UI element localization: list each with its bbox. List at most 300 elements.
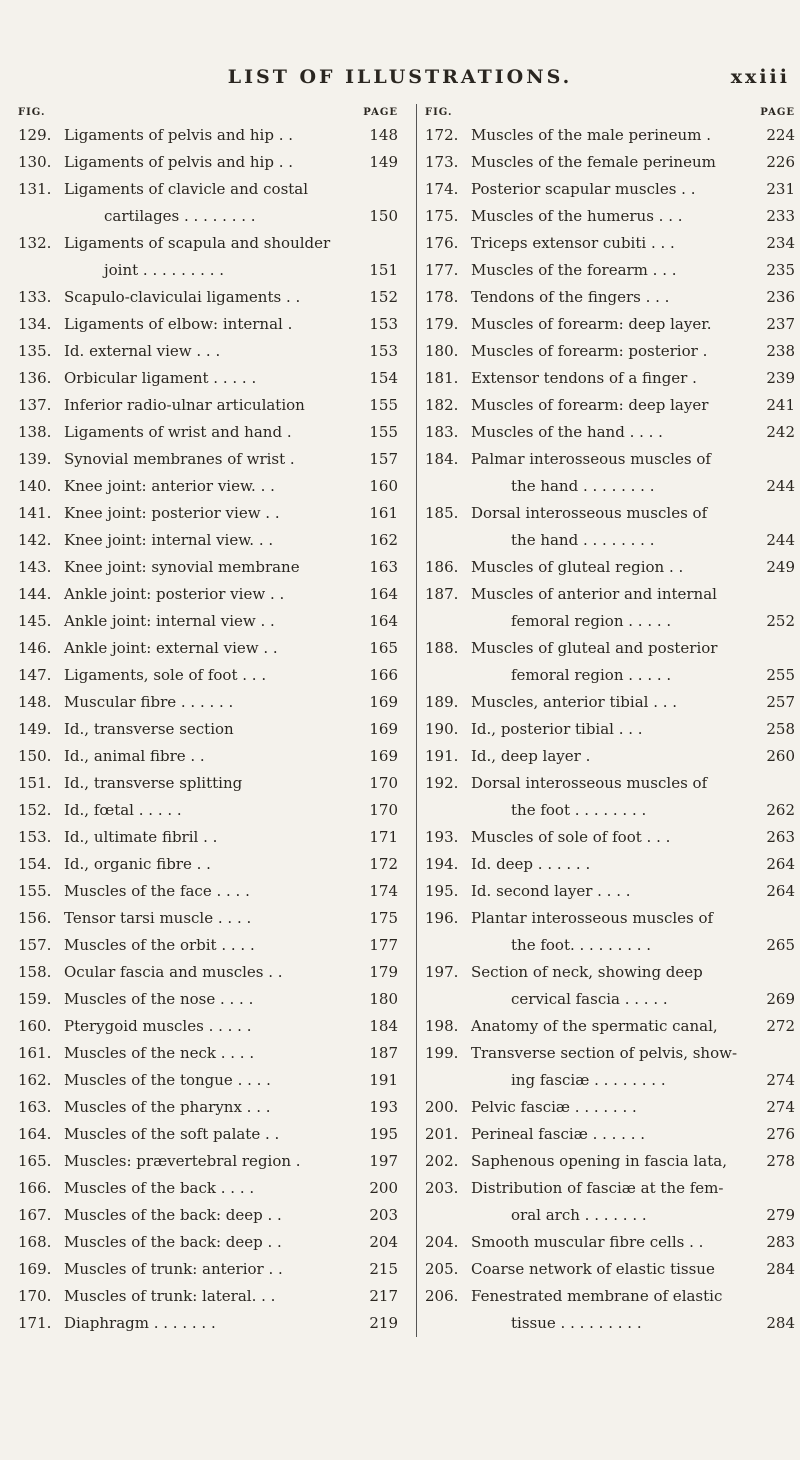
figure-number: 205. bbox=[425, 1260, 459, 1278]
page-ref: 255 bbox=[766, 666, 795, 684]
figure-number: 180. bbox=[425, 342, 459, 360]
figure-number: 131. bbox=[18, 180, 52, 198]
figure-title: Distribution of fasciæ at the fem- bbox=[471, 1179, 724, 1197]
list-item bbox=[18, 1148, 398, 1175]
figure-title: Muscles of gluteal and posterior bbox=[471, 639, 718, 657]
page-ref: 177 bbox=[369, 936, 398, 954]
figure-number: 136. bbox=[18, 369, 52, 387]
figure-number: 150. bbox=[18, 747, 52, 765]
figure-title-continued: ing fasciæ . . . . . . . . bbox=[511, 1071, 666, 1089]
figure-number: 178. bbox=[425, 288, 459, 306]
figure-number: 164. bbox=[18, 1125, 52, 1143]
figure-number: 140. bbox=[18, 477, 52, 495]
figure-title: Muscles of the neck . . . . bbox=[64, 1044, 255, 1062]
figure-number: 149. bbox=[18, 720, 52, 738]
page-ref: 237 bbox=[766, 315, 795, 333]
figure-title: Dorsal interosseous muscles of bbox=[471, 774, 708, 792]
figure-title: Ankle joint: external view . . bbox=[64, 639, 278, 657]
figure-number: 143. bbox=[18, 558, 52, 576]
figure-title: Diaphragm . . . . . . . bbox=[64, 1314, 216, 1332]
figure-title: Muscles of gluteal region . . bbox=[471, 558, 684, 576]
figure-title-continued: the hand . . . . . . . . bbox=[511, 531, 655, 549]
list-item bbox=[425, 1229, 795, 1256]
list-item bbox=[425, 1283, 795, 1337]
page-ref: 284 bbox=[766, 1260, 795, 1278]
figure-title: Id. deep . . . . . . bbox=[471, 855, 591, 873]
figure-title-continued: cervical fascia . . . . . bbox=[511, 990, 668, 1008]
left-column-heading bbox=[18, 104, 398, 122]
list-item bbox=[425, 176, 795, 203]
figure-number: 166. bbox=[18, 1179, 52, 1197]
figure-title: Saphenous opening in fascia lata, bbox=[471, 1152, 727, 1170]
list-item bbox=[425, 554, 795, 581]
page-ref: 274 bbox=[766, 1098, 795, 1116]
figure-title-continued: femoral region . . . . . bbox=[511, 612, 672, 630]
list-item bbox=[18, 1121, 398, 1148]
figure-title: Muscles of the humerus . . . bbox=[471, 207, 683, 225]
figure-title-continued: the foot. . . . . . . . . bbox=[511, 936, 652, 954]
figure-number: 165. bbox=[18, 1152, 52, 1170]
figure-title: Id., fœtal . . . . . bbox=[64, 801, 182, 819]
list-item bbox=[18, 311, 398, 338]
figure-title: Posterior scapular muscles . . bbox=[471, 180, 696, 198]
figure-title: Knee joint: anterior view. . . bbox=[64, 477, 275, 495]
figure-title: Muscles of the soft palate . . bbox=[64, 1125, 280, 1143]
figure-number: 134. bbox=[18, 315, 52, 333]
list-item bbox=[18, 446, 398, 473]
figure-title: Id., posterior tibial . . . bbox=[471, 720, 643, 738]
figure-number: 190. bbox=[425, 720, 459, 738]
page-ref: 179 bbox=[369, 963, 398, 981]
list-item bbox=[425, 365, 795, 392]
page-ref: 174 bbox=[369, 882, 398, 900]
list-item bbox=[18, 1067, 398, 1094]
list-item bbox=[18, 770, 398, 797]
page-ref: 233 bbox=[766, 207, 795, 225]
list-item bbox=[18, 500, 398, 527]
figure-number: 186. bbox=[425, 558, 459, 576]
figure-number: 191. bbox=[425, 747, 459, 765]
list-item bbox=[425, 851, 795, 878]
list-item bbox=[425, 1094, 795, 1121]
figure-title: Tensor tarsi muscle . . . . bbox=[64, 909, 252, 927]
page-ref: 284 bbox=[766, 1314, 795, 1332]
page-heading: PAGE bbox=[363, 107, 398, 118]
page-ref: 204 bbox=[369, 1233, 398, 1251]
list-item bbox=[18, 230, 398, 284]
figure-number: 174. bbox=[425, 180, 459, 198]
list-item bbox=[18, 1040, 398, 1067]
figure-title: Extensor tendons of a finger . bbox=[471, 369, 697, 387]
page-ref: 241 bbox=[766, 396, 795, 414]
list-item bbox=[18, 851, 398, 878]
figure-title: Muscles of trunk: anterior . . bbox=[64, 1260, 283, 1278]
figure-number: 182. bbox=[425, 396, 459, 414]
list-item bbox=[425, 203, 795, 230]
page-ref: 238 bbox=[766, 342, 795, 360]
figure-number: 206. bbox=[425, 1287, 459, 1305]
figure-number: 201. bbox=[425, 1125, 459, 1143]
figure-title: Smooth muscular fibre cells . . bbox=[471, 1233, 704, 1251]
figure-title: Muscles of the forearm . . . bbox=[471, 261, 677, 279]
figure-title: Muscles of the face . . . . bbox=[64, 882, 250, 900]
page-ref: 187 bbox=[369, 1044, 398, 1062]
list-item bbox=[18, 581, 398, 608]
figure-number: 167. bbox=[18, 1206, 52, 1224]
page-ref: 180 bbox=[369, 990, 398, 1008]
list-item bbox=[18, 959, 398, 986]
figure-number: 175. bbox=[425, 207, 459, 225]
page-ref: 262 bbox=[766, 801, 795, 819]
page-ref: 169 bbox=[369, 693, 398, 711]
figure-number: 181. bbox=[425, 369, 459, 387]
figure-title: Synovial membranes of wrist . bbox=[64, 450, 295, 468]
figure-title: Muscles of the back: deep . . bbox=[64, 1206, 282, 1224]
page-ref: 219 bbox=[369, 1314, 398, 1332]
figure-number: 130. bbox=[18, 153, 52, 171]
page-ref: 169 bbox=[369, 747, 398, 765]
figure-number: 160. bbox=[18, 1017, 52, 1035]
list-item bbox=[18, 1310, 398, 1337]
figure-title: Id., transverse section bbox=[64, 720, 234, 738]
list-item bbox=[18, 662, 398, 689]
figure-title: Triceps extensor cubiti . . . bbox=[471, 234, 675, 252]
list-item bbox=[18, 689, 398, 716]
page-ref: 191 bbox=[369, 1071, 398, 1089]
list-item bbox=[18, 608, 398, 635]
page-ref: 274 bbox=[766, 1071, 795, 1089]
figure-number: 141. bbox=[18, 504, 52, 522]
figure-number: 204. bbox=[425, 1233, 459, 1251]
list-item bbox=[425, 689, 795, 716]
figure-title: Muscles of anterior and internal bbox=[471, 585, 717, 603]
page-ref: 165 bbox=[369, 639, 398, 657]
figure-title: Muscles of the back: deep . . bbox=[64, 1233, 282, 1251]
figure-number: 154. bbox=[18, 855, 52, 873]
list-item bbox=[425, 824, 795, 851]
figure-title-continued: femoral region . . . . . bbox=[511, 666, 672, 684]
page-ref: 200 bbox=[369, 1179, 398, 1197]
figure-title: Ligaments of wrist and hand . bbox=[64, 423, 292, 441]
list-item bbox=[425, 392, 795, 419]
page-ref: 184 bbox=[369, 1017, 398, 1035]
page-ref: 203 bbox=[369, 1206, 398, 1224]
figure-title: Inferior radio-ulnar articulation bbox=[64, 396, 305, 414]
figure-title: Muscles of the male perineum . bbox=[471, 126, 711, 144]
figure-title: Muscles: prævertebral region . bbox=[64, 1152, 301, 1170]
list-item bbox=[18, 1094, 398, 1121]
list-item bbox=[425, 743, 795, 770]
list-item bbox=[18, 986, 398, 1013]
figure-title: Section of neck, showing deep bbox=[471, 963, 703, 981]
figure-title-continued: oral arch . . . . . . . bbox=[511, 1206, 647, 1224]
list-item bbox=[18, 122, 398, 149]
figure-number: 163. bbox=[18, 1098, 52, 1116]
page-ref: 166 bbox=[369, 666, 398, 684]
left-column bbox=[18, 104, 398, 1337]
page-ref: 151 bbox=[369, 261, 398, 279]
figure-title: Muscles of trunk: lateral. . . bbox=[64, 1287, 276, 1305]
list-item bbox=[425, 1013, 795, 1040]
figure-number: 137. bbox=[18, 396, 52, 414]
figure-title: Muscular fibre . . . . . . bbox=[64, 693, 234, 711]
page-ref: 226 bbox=[766, 153, 795, 171]
list-item bbox=[18, 554, 398, 581]
page-ref: 157 bbox=[369, 450, 398, 468]
figure-number: 132. bbox=[18, 234, 52, 252]
list-item bbox=[18, 1229, 398, 1256]
list-item bbox=[18, 1202, 398, 1229]
figure-title: Id., transverse splitting bbox=[64, 774, 243, 792]
page-ref: 163 bbox=[369, 558, 398, 576]
left-entry-list bbox=[18, 122, 398, 1337]
figure-title: Fenestrated membrane of elastic bbox=[471, 1287, 723, 1305]
list-item bbox=[425, 1148, 795, 1175]
list-item bbox=[425, 635, 795, 689]
page-ref: 197 bbox=[369, 1152, 398, 1170]
list-item bbox=[18, 1256, 398, 1283]
page-ref: 148 bbox=[369, 126, 398, 144]
figure-number: 187. bbox=[425, 585, 459, 603]
figure-number: 199. bbox=[425, 1044, 459, 1062]
list-item bbox=[425, 338, 795, 365]
figure-number: 157. bbox=[18, 936, 52, 954]
list-item bbox=[425, 122, 795, 149]
page-ref: 234 bbox=[766, 234, 795, 252]
figure-number: 177. bbox=[425, 261, 459, 279]
list-item bbox=[425, 284, 795, 311]
page-ref: 170 bbox=[369, 774, 398, 792]
figure-title: Transverse section of pelvis, show- bbox=[471, 1044, 738, 1062]
list-item bbox=[425, 716, 795, 743]
figure-title: Muscles of forearm: posterior . bbox=[471, 342, 708, 360]
figure-number: 144. bbox=[18, 585, 52, 603]
figure-title: Id., ultimate fibril . . bbox=[64, 828, 218, 846]
page-ref: 231 bbox=[766, 180, 795, 198]
figure-number: 188. bbox=[425, 639, 459, 657]
fig-heading: FIG. bbox=[425, 107, 453, 118]
figure-title: Perineal fasciæ . . . . . . bbox=[471, 1125, 646, 1143]
figure-title: Muscles of sole of foot . . . bbox=[471, 828, 671, 846]
figure-title: Knee joint: posterior view . . bbox=[64, 504, 280, 522]
figure-title: Pterygoid muscles . . . . . bbox=[64, 1017, 252, 1035]
figure-number: 153. bbox=[18, 828, 52, 846]
list-item bbox=[18, 527, 398, 554]
list-item bbox=[18, 1283, 398, 1310]
page-ref: 235 bbox=[766, 261, 795, 279]
list-item bbox=[425, 878, 795, 905]
figure-number: 193. bbox=[425, 828, 459, 846]
list-item bbox=[18, 878, 398, 905]
figure-title: Ankle joint: posterior view . . bbox=[64, 585, 285, 603]
figure-number: 147. bbox=[18, 666, 52, 684]
figure-title: Muscles of forearm: deep layer. bbox=[471, 315, 712, 333]
list-item bbox=[425, 770, 795, 824]
figure-title-continued: cartilages . . . . . . . . bbox=[104, 207, 256, 225]
page-ref: 265 bbox=[766, 936, 795, 954]
figure-number: 198. bbox=[425, 1017, 459, 1035]
page-ref: 272 bbox=[766, 1017, 795, 1035]
page-ref: 155 bbox=[369, 423, 398, 441]
page-ref: 149 bbox=[369, 153, 398, 171]
figure-number: 172. bbox=[425, 126, 459, 144]
figure-number: 139. bbox=[18, 450, 52, 468]
figure-title: Id. external view . . . bbox=[64, 342, 221, 360]
figure-title: Ankle joint: internal view . . bbox=[64, 612, 275, 630]
list-item bbox=[425, 446, 795, 500]
figure-number: 197. bbox=[425, 963, 459, 981]
figure-number: 155. bbox=[18, 882, 52, 900]
figure-title: Ligaments of elbow: internal . bbox=[64, 315, 293, 333]
page-ref: 169 bbox=[369, 720, 398, 738]
figure-title: Muscles of the hand . . . . bbox=[471, 423, 663, 441]
page-ref: 283 bbox=[766, 1233, 795, 1251]
page-ref: 217 bbox=[369, 1287, 398, 1305]
page-ref: 155 bbox=[369, 396, 398, 414]
page-ref: 150 bbox=[369, 207, 398, 225]
figure-title: Ligaments of clavicle and costal bbox=[64, 180, 309, 198]
page-ref: 264 bbox=[766, 882, 795, 900]
page-ref: 164 bbox=[369, 585, 398, 603]
page-ref: 161 bbox=[369, 504, 398, 522]
figure-title-continued: the foot . . . . . . . . bbox=[511, 801, 647, 819]
page-ref: 244 bbox=[766, 531, 795, 549]
figure-number: 171. bbox=[18, 1314, 52, 1332]
figure-title-continued: the hand . . . . . . . . bbox=[511, 477, 655, 495]
page-number: xxiii bbox=[730, 66, 790, 88]
page-ref: 164 bbox=[369, 612, 398, 630]
figure-title: Ligaments of pelvis and hip . . bbox=[64, 153, 294, 171]
figure-number: 135. bbox=[18, 342, 52, 360]
list-item bbox=[425, 905, 795, 959]
figure-title: Ocular fascia and muscles . . bbox=[64, 963, 283, 981]
list-item bbox=[18, 1175, 398, 1202]
page-ref: 215 bbox=[369, 1260, 398, 1278]
page-ref: 279 bbox=[766, 1206, 795, 1224]
page-ref: 242 bbox=[766, 423, 795, 441]
page-ref: 263 bbox=[766, 828, 795, 846]
page-ref: 252 bbox=[766, 612, 795, 630]
page-ref: 239 bbox=[766, 369, 795, 387]
figure-title: Knee joint: internal view. . . bbox=[64, 531, 274, 549]
figure-title: Id., organic fibre . . bbox=[64, 855, 211, 873]
right-entry-list bbox=[425, 122, 795, 1337]
list-item bbox=[425, 419, 795, 446]
figure-number: 176. bbox=[425, 234, 459, 252]
figure-title: Coarse network of elastic tissue bbox=[471, 1260, 715, 1278]
page-ref: 162 bbox=[369, 531, 398, 549]
list-item bbox=[18, 743, 398, 770]
list-item bbox=[425, 257, 795, 284]
figure-number: 195. bbox=[425, 882, 459, 900]
list-item bbox=[18, 338, 398, 365]
figure-number: 133. bbox=[18, 288, 52, 306]
page-ref: 244 bbox=[766, 477, 795, 495]
figure-number: 142. bbox=[18, 531, 52, 549]
figure-number: 162. bbox=[18, 1071, 52, 1089]
page-ref: 175 bbox=[369, 909, 398, 927]
figure-number: 184. bbox=[425, 450, 459, 468]
figure-title: Tendons of the fingers . . . bbox=[471, 288, 670, 306]
list-item bbox=[425, 1175, 795, 1229]
figure-title: Scapulo-claviculai ligaments . . bbox=[64, 288, 301, 306]
page-ref: 276 bbox=[766, 1125, 795, 1143]
figure-number: 158. bbox=[18, 963, 52, 981]
page-ref: 172 bbox=[369, 855, 398, 873]
list-item bbox=[18, 473, 398, 500]
figure-title: Muscles of the tongue . . . . bbox=[64, 1071, 271, 1089]
list-item bbox=[18, 419, 398, 446]
page-ref: 154 bbox=[369, 369, 398, 387]
figure-number: 185. bbox=[425, 504, 459, 522]
running-head: LIST OF ILLUSTRATIONS. bbox=[227, 66, 573, 88]
figure-title: Muscles of the orbit . . . . bbox=[64, 936, 255, 954]
list-item bbox=[425, 959, 795, 1013]
figure-title: Muscles of the nose . . . . bbox=[64, 990, 254, 1008]
figure-title: Ligaments, sole of foot . . . bbox=[64, 666, 267, 684]
list-item bbox=[18, 797, 398, 824]
figure-title: Knee joint: synovial membrane bbox=[64, 558, 300, 576]
figure-number: 183. bbox=[425, 423, 459, 441]
page-ref: 269 bbox=[766, 990, 795, 1008]
page-ref: 193 bbox=[369, 1098, 398, 1116]
list-item bbox=[18, 824, 398, 851]
figure-number: 161. bbox=[18, 1044, 52, 1062]
figure-title: Anatomy of the spermatic canal, bbox=[471, 1017, 718, 1035]
list-item bbox=[18, 149, 398, 176]
figure-number: 202. bbox=[425, 1152, 459, 1170]
figure-title: Ligaments of scapula and shoulder bbox=[64, 234, 331, 252]
list-item bbox=[425, 581, 795, 635]
figure-number: 203. bbox=[425, 1179, 459, 1197]
figure-number: 200. bbox=[425, 1098, 459, 1116]
list-item bbox=[18, 932, 398, 959]
figure-number: 156. bbox=[18, 909, 52, 927]
figure-title: Dorsal interosseous muscles of bbox=[471, 504, 708, 522]
figure-title: Ligaments of pelvis and hip . . bbox=[64, 126, 294, 144]
list-item bbox=[18, 635, 398, 662]
figure-number: 189. bbox=[425, 693, 459, 711]
list-item bbox=[425, 1256, 795, 1283]
figure-number: 129. bbox=[18, 126, 52, 144]
page-heading: PAGE bbox=[760, 107, 795, 118]
page-ref: 152 bbox=[369, 288, 398, 306]
fig-heading: FIG. bbox=[18, 107, 46, 118]
figure-title: Id., deep layer . bbox=[471, 747, 591, 765]
figure-number: 173. bbox=[425, 153, 459, 171]
figure-number: 148. bbox=[18, 693, 52, 711]
list-item bbox=[425, 230, 795, 257]
page-ref: 264 bbox=[766, 855, 795, 873]
list-item bbox=[18, 176, 398, 230]
figure-title: Muscles of the pharynx . . . bbox=[64, 1098, 271, 1116]
figure-title-continued: joint . . . . . . . . . bbox=[104, 261, 224, 279]
figure-number: 159. bbox=[18, 990, 52, 1008]
figure-number: 146. bbox=[18, 639, 52, 657]
list-item bbox=[18, 716, 398, 743]
page-ref: 224 bbox=[766, 126, 795, 144]
figure-title: Muscles, anterior tibial . . . bbox=[471, 693, 678, 711]
list-item bbox=[425, 500, 795, 554]
page-ref: 278 bbox=[766, 1152, 795, 1170]
figure-title: Id. second layer . . . . bbox=[471, 882, 631, 900]
figure-number: 152. bbox=[18, 801, 52, 819]
page-ref: 195 bbox=[369, 1125, 398, 1143]
page-ref: 260 bbox=[766, 747, 795, 765]
figure-title: Muscles of forearm: deep layer bbox=[471, 396, 709, 414]
page-ref: 153 bbox=[369, 315, 398, 333]
figure-title: Palmar interosseous muscles of bbox=[471, 450, 711, 468]
